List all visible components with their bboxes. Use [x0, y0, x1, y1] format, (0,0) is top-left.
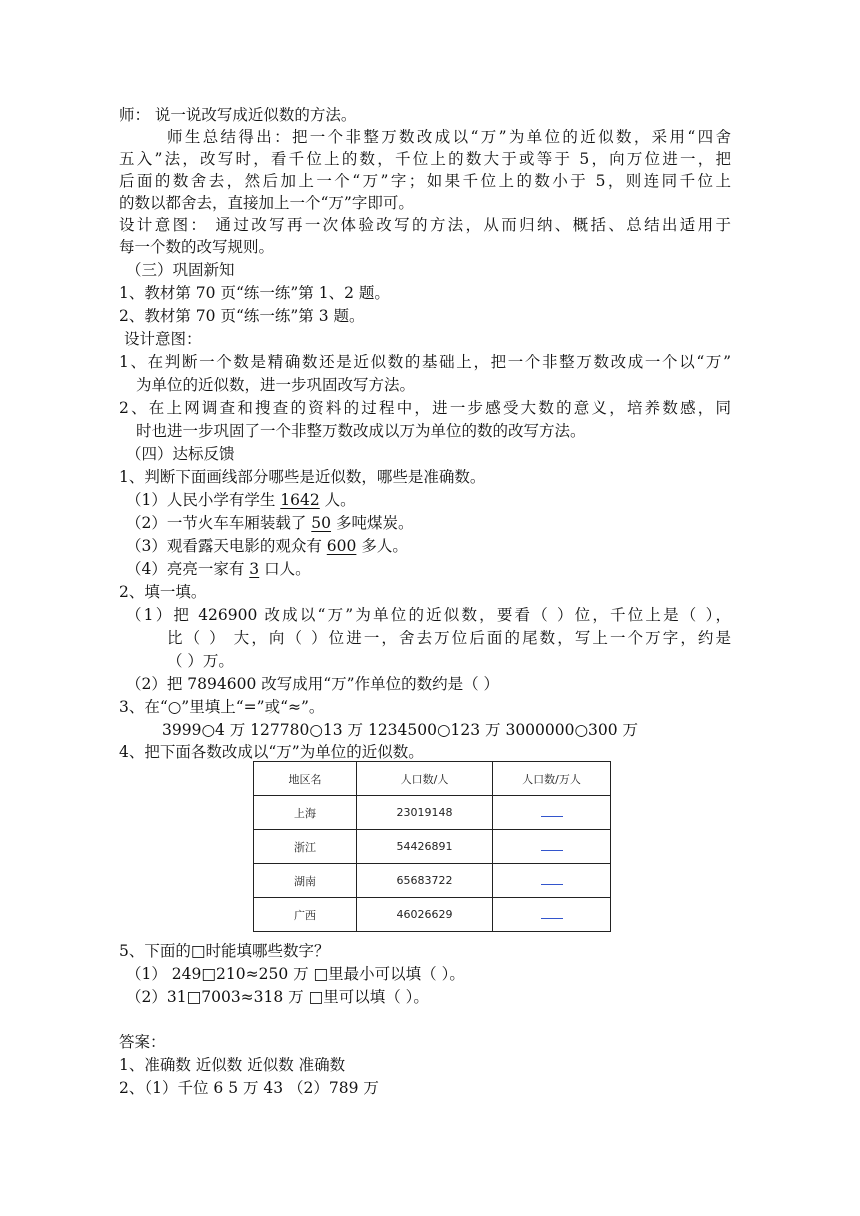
answer-cell[interactable]: [493, 796, 611, 830]
question-text: 多人。: [356, 537, 408, 555]
answer-line: 2、（1）千位 6 5 万 43 （2）789 万: [119, 1079, 379, 1097]
population-table: [253, 761, 611, 932]
text-line: 比（ ） 大，向（ ）位进一，舍去万位后面的尾数，写上一个万字，约是: [167, 629, 731, 647]
text-line: 设计意图：: [124, 330, 202, 348]
text-line: 2、在上网调查和搜查的资料的过程中，进一步感受大数的意义，培养数感，同: [119, 399, 731, 417]
answer-blank[interactable]: [541, 908, 563, 919]
region-cell: 上海: [254, 796, 357, 830]
answer-blank[interactable]: [541, 874, 563, 885]
text-line: （2）31□7003≈318 万 □里可以填（ ）。: [126, 988, 429, 1006]
answer-cell[interactable]: [493, 830, 611, 864]
text-line: 2、教材第 70 页“练一练”第 3 题。: [119, 307, 365, 325]
text-line: 时也进一步巩固了一个非整万数改成以万为单位的数的改写方法。: [136, 422, 586, 440]
text-line: 后面的数舍去，然后加上一个“万”字；如果千位上的数小于 5，则连同千位上: [119, 172, 731, 190]
section-heading: （三）巩固新知: [126, 261, 235, 279]
question-text: （1）人民小学有学生: [126, 491, 281, 509]
question-text: （2）一节火车车厢装载了: [126, 514, 312, 532]
text-line: 每一个数的改写规则。: [119, 238, 275, 256]
text-line: 1、在判断一个数是精确数还是近似数的基础上，把一个非整万数改成一个以“万”: [119, 353, 731, 371]
population-cell: 46026629: [357, 898, 493, 932]
text-line: 3999○4 万 127780○13 万 1234500○123 万 3000000○300 万: [162, 721, 639, 739]
answers-heading: 答案：: [119, 1033, 166, 1051]
question-text: （4）亮亮一家有: [126, 560, 250, 578]
region-cell: 湖南: [254, 864, 357, 898]
question-item: [126, 489, 356, 511]
population-cell: 65683722: [357, 864, 493, 898]
section-heading: （四）达标反馈: [126, 445, 235, 463]
question-text: （3）观看露天电影的观众有: [126, 537, 327, 555]
table-row: [254, 796, 611, 830]
answer-line: 1、准确数 近似数 近似数 准确数: [119, 1056, 346, 1074]
column-header: 人口数/万人: [493, 762, 611, 796]
text-line: 5、下面的□时能填哪些数字？: [119, 942, 330, 960]
column-header: 地区名: [254, 762, 357, 796]
text-line: 1、教材第 70 页“练一练”第 1、2 题。: [119, 284, 390, 302]
table-row: [254, 864, 611, 898]
text-line: 4、把下面各数改成以“万”为单位的近似数。: [119, 743, 424, 761]
underlined-number: 50: [311, 514, 332, 532]
region-cell: 广西: [254, 898, 357, 932]
text-line: （2）把 7894600 改写成用“万”作单位的数约是（ ）: [126, 675, 500, 693]
answer-cell[interactable]: [493, 864, 611, 898]
question-text: 人。: [319, 491, 356, 509]
answer-cell[interactable]: [493, 898, 611, 932]
underlined-number: 600: [326, 537, 357, 555]
answer-blank[interactable]: [541, 806, 563, 817]
population-cell: 54426891: [357, 830, 493, 864]
text-line: （ ）万。: [167, 652, 234, 670]
column-header: 人口数/人: [357, 762, 493, 796]
text-line: 师生总结得出：把一个非整万数改成以“万”为单位的近似数，采用“四舍: [167, 128, 731, 146]
population-cell: 23019148: [357, 796, 493, 830]
question-item: [126, 535, 408, 557]
text-line: （1） 249□210≈250 万 □里最小可以填（ ）。: [126, 965, 465, 983]
text-line: 设计意图： 通过改写再一次体验改写的方法，从而归纳、概括、总结出适用于: [119, 216, 731, 234]
table-header-row: [254, 762, 611, 796]
text-line: 1、判断下面画线部分哪些是近似数，哪些是准确数。: [119, 468, 486, 486]
region-cell: 浙江: [254, 830, 357, 864]
question-text: 口人。: [259, 560, 311, 578]
text-line: 五入”法，改写时，看千位上的数，千位上的数大于或等于 5，向万位进一，把: [119, 150, 731, 168]
underlined-number: 1642: [280, 491, 320, 509]
text-line: （1）把 426900 改成以“万”为单位的近似数，要看（ ）位，千位上是（ ），: [126, 606, 731, 624]
table-row: [254, 898, 611, 932]
question-item: [126, 512, 413, 534]
text-line: 为单位的近似数，进一步巩固改写方法。: [136, 376, 416, 394]
underlined-number: 3: [249, 560, 260, 578]
text-line: 的数以都舍去，直接加上一个“万”字即可。: [119, 194, 414, 212]
table-row: [254, 830, 611, 864]
text-line: 3、在“○”里填上“=”或“≈”。: [119, 698, 325, 716]
text-line: 2、填一填。: [119, 583, 207, 601]
question-item: [126, 558, 311, 580]
question-text: 多吨煤炭。: [331, 514, 414, 532]
answer-blank[interactable]: [541, 840, 563, 851]
text-line: 师： 说一说改写成近似数的方法。: [119, 106, 357, 124]
